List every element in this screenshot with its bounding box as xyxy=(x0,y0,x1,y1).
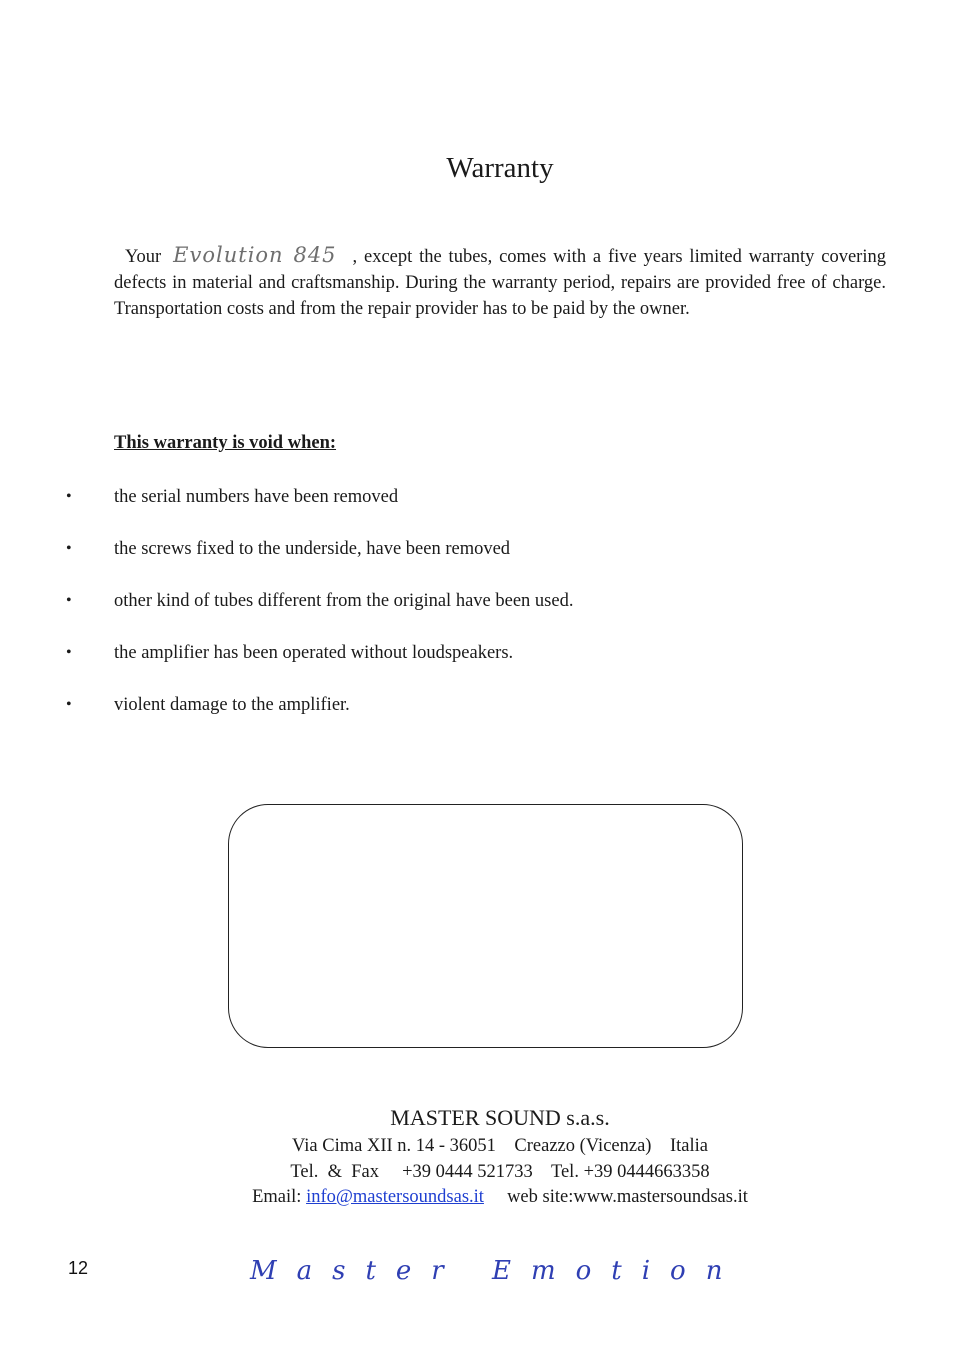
bullet-icon: • xyxy=(66,696,72,713)
page-title-container xyxy=(0,152,954,185)
void-conditions-list xyxy=(0,484,954,744)
list-item xyxy=(0,588,954,640)
company-email-web xyxy=(0,1187,954,1208)
website-text: web site:www.mastersoundsas.it xyxy=(483,1187,748,1207)
intro-text: , except the tubes, comes with a five years limited warranty covering defects in material and craftsmanship. During the warranty period, repairs are provided free of charge. Transportation costs and from the repair provider has to be paid by the owner. xyxy=(114,247,886,319)
list-item xyxy=(0,484,954,536)
condition-text: the serial numbers have been removed xyxy=(114,487,399,507)
condition-text: other kind of tubes different from the original have been used. xyxy=(114,591,574,611)
email-label: Email: xyxy=(252,1187,307,1207)
bullet-icon: • xyxy=(66,488,72,505)
warranty-intro-paragraph xyxy=(114,242,886,322)
condition-text: the amplifier has been operated without loudspeakers. xyxy=(114,643,514,663)
page-number: 12 xyxy=(68,1258,89,1278)
dealer-stamp-box xyxy=(228,804,743,1048)
bullet-icon: • xyxy=(66,644,72,661)
email-link[interactable]: info@mastersoundsas.it xyxy=(306,1187,484,1207)
list-item xyxy=(0,536,954,588)
page-title: Warranty xyxy=(446,152,554,184)
list-item xyxy=(0,692,954,744)
void-conditions-heading: This warranty is void when: xyxy=(114,433,337,453)
bullet-icon: • xyxy=(66,592,72,609)
list-item xyxy=(0,640,954,692)
bullet-icon: • xyxy=(66,540,72,557)
intro-lead-word: Your xyxy=(125,247,162,267)
company-phone: Tel. & Fax +39 0444 521733 Tel. +39 0444663358 xyxy=(290,1162,710,1182)
brand-script-logo: Master Emotion xyxy=(250,1256,743,1286)
product-name-script: Evolution 845 xyxy=(173,243,337,267)
company-address: Via Cima XII n. 14 - 36051 Creazzo (Vicenza) Italia xyxy=(292,1136,708,1156)
condition-text: the screws fixed to the underside, have been removed xyxy=(114,539,511,559)
company-name: MASTER SOUND s.a.s. xyxy=(390,1105,610,1130)
condition-text: violent damage to the amplifier. xyxy=(114,695,350,715)
